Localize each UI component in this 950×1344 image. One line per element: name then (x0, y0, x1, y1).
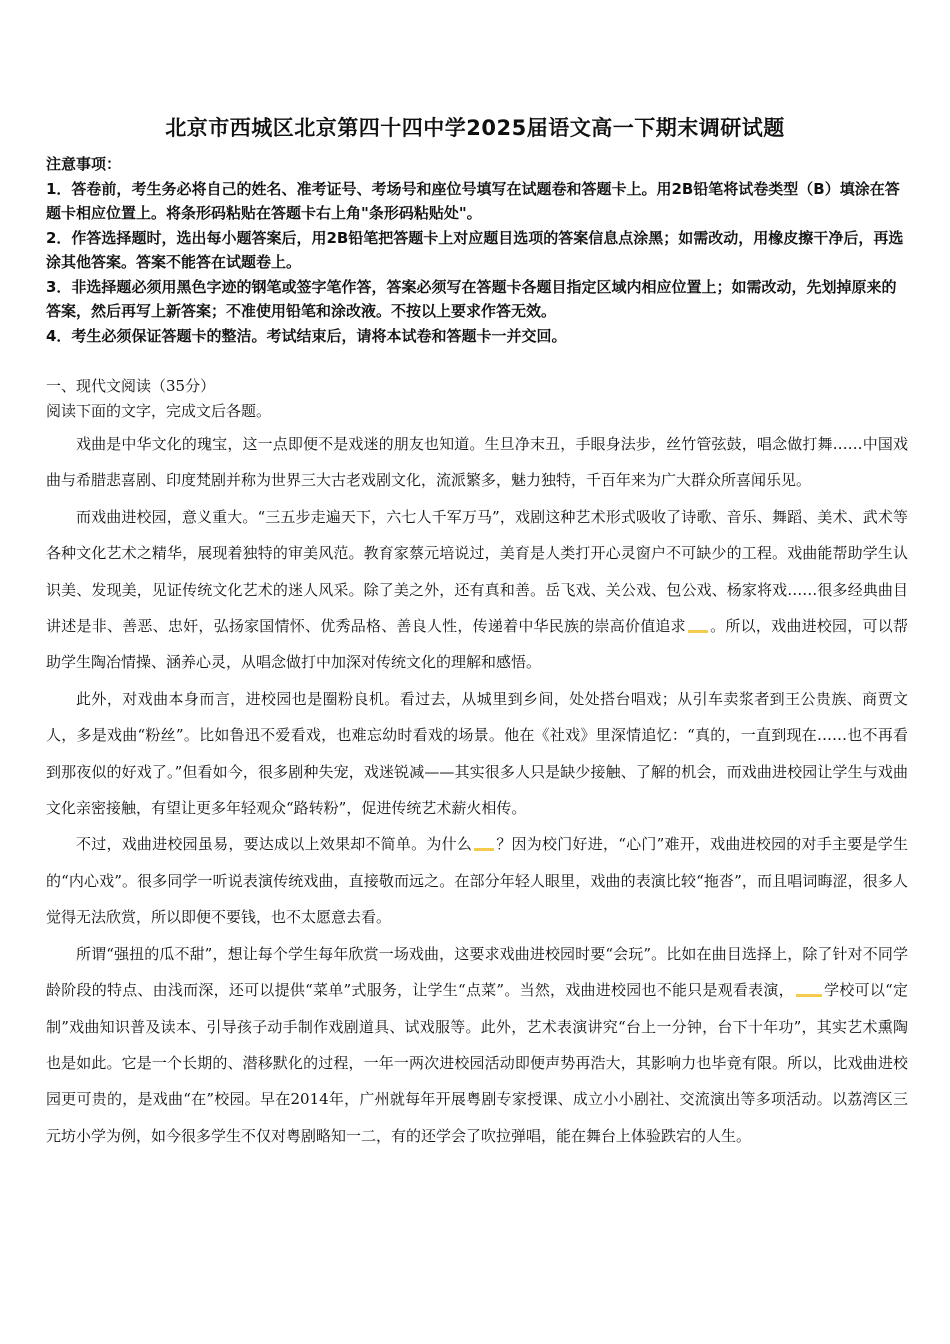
passage-paragraph-5 (46, 936, 908, 1154)
passage-paragraph-1 (46, 426, 908, 499)
exam-title: 北京市西城区北京第四十四中学2025届语文高一下期末调研试题 (165, 116, 785, 140)
paragraph-text: 不过，戏曲进校园虽易，要达成以上效果却不简单。为什么 (76, 835, 473, 854)
notice-block (46, 152, 908, 348)
answer-blank-mark (688, 630, 708, 633)
paragraph-text: 学校可以“定制”戏曲知识普及读本、引导孩子动手制作戏剧道具、试戏服等。此外，艺术表演讲究“台上一分钟，台下十年功”，其实艺术熏陶也是如此。它是一个长期的、潜移默化的过程，一年一两次进校园活动即便声势再浩大，其影响力也毕竟有限。所以，比戏曲进校园更可贵的，是戏曲“在”校园。早在2014年，广州就每年开展粤剧专家授课、成立小小剧社、交流演出等多项活动。以荔湾区三元坊小学为例，如今很多学生不仅对粤剧略知一二，有的还学会了吹拉弹唱，能在舞台上体验跌宕的人生。 (46, 981, 908, 1145)
notice-item-2: 2．作答选择题时，选出每小题答案后，用2B铅笔把答题卡上对应题目选项的答案信息点涂黑；如需改动，用橡皮擦干净后，再选涂其他答案。答案不能答在试题卷上。 (46, 228, 904, 271)
paragraph-text: 此外，对戏曲本身而言，进校园也是圈粉良机。看过去，从城里到乡间，处处搭台唱戏；从引车卖浆者到王公贵族、商贾文人，多是戏曲“粉丝”。比如鲁迅不爱看戏，也难忘幼时看戏的场景。他在《社戏》里深情追忆：“真的，一直到现在……也不再看到那夜似的好戏了。”但看如今，很多剧种失宠，戏迷锐减——其实很多人只是缺少接触、了解的机会，而戏曲进校园让学生与戏曲文化亲密接触，有望让更多年轻观众“路转粉”，促进传统艺术薪火相传。 (46, 689, 908, 818)
notice-item-3: 3．非选择题必须用黑色字迹的钢笔或签字笔作答，答案必须写在答题卡各题目指定区域内相应位置上；如需改动，先划掉原来的答案，然后再写上新答案；不准使用铅笔和涂改液。不按以上要求作答无效。 (46, 277, 897, 320)
answer-blank-mark (796, 994, 822, 997)
notice-item-4: 4．考生必须保证答题卡的整洁。考试结束后，请将本试卷和答题卡一并交回。 (46, 326, 567, 345)
passage-paragraph-4 (46, 826, 908, 935)
paragraph-text: 而戏曲进校园，意义重大。“三五步走遍天下，六七人千军万马”，戏剧这种艺术形式吸收了诗歌、音乐、舞蹈、美术、武术等各种文化艺术之精华，展现着独特的审美风范。教育家蔡元培说过，美育是人类打开心灵窗户不可缺少的工程。戏曲能帮助学生认识美、发现美，见证传统文化艺术的迷人风采。除了美之外，还有真和善。岳飞戏、关公戏、包公戏、杨家将戏……很多经典曲目讲述是非、善恶、忠奸，弘扬家国情怀、优秀品格、善良人性，传递着中华民族的崇高价值追求 (46, 507, 908, 636)
answer-blank-mark (474, 848, 494, 851)
section-instruction: 阅读下面的文字，完成文后各题。 (46, 402, 272, 420)
section-header (46, 374, 908, 424)
paragraph-text: 所谓“强扭的瓜不甜”，想让每个学生每年欣赏一场戏曲，这要求戏曲进校园时要“会玩”。比如在曲目选择上，除了针对不同学龄阶段的特点、由浅而深，还可以提供“菜单”式服务，让学生“点菜”。当然，戏曲进校园也不能只是观看表演， (46, 944, 908, 1000)
passage-paragraph-3 (46, 681, 908, 827)
section-heading: 一、现代文阅读（35分） (46, 377, 216, 395)
passage-paragraph-2 (46, 499, 908, 681)
reading-passage (46, 426, 908, 1154)
notice-heading: 注意事项： (46, 155, 122, 173)
paragraph-text: ？因为校门好进，“心门”难开，戏曲进校园的对手主要是学生的“内心戏”。很多同学一听说表演传统戏曲，直接敬而远之。在部分年轻人眼里，戏曲的表演比较“拖沓”，而且唱词晦涩，很多人觉得无法欣赏，所以即便不要钱，也不太愿意去看。 (46, 835, 908, 927)
paragraph-text: 。所以，戏曲进校园，可以帮助学生陶冶情操、涵养心灵，从唱念做打中加深对传统文化的理解和感悟。 (46, 617, 908, 672)
notice-item-1: 1．答卷前，考生务必将自己的姓名、准考证号、考场号和座位号填写在试题卷和答题卡上。用2B铅笔将试卷类型（B）填涂在答题卡相应位置上。将条形码粘贴在答题卡右上角"条形码粘贴处"。 (46, 179, 900, 222)
paragraph-text: 戏曲是中华文化的瑰宝，这一点即便不是戏迷的朋友也知道。生旦净末丑，手眼身法步，丝竹管弦鼓，唱念做打舞……中国戏曲与希腊悲喜剧、印度梵剧并称为世界三大古老戏剧文化，流派繁多，魅力独特，千百年来为广大群众所喜闻乐见。 (46, 435, 908, 490)
